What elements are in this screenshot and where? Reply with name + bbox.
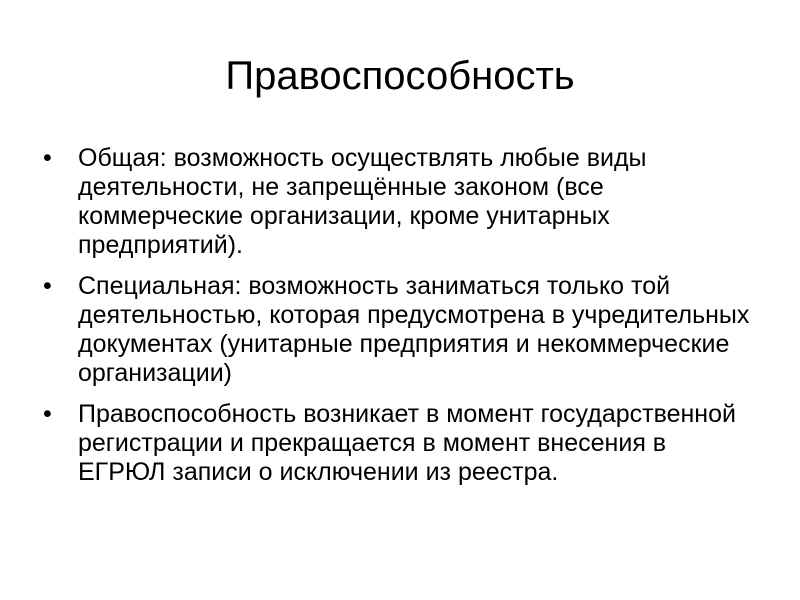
bullet-item-general <box>40 144 760 260</box>
slide-title: Правоспособность <box>225 54 575 98</box>
bullet-list <box>40 144 760 499</box>
bullet-text: Общая: возможность осуществлять любые виды деятельности, не запрещённые законом (все коммерческие организации, кроме унитарных предприятий). <box>78 144 647 259</box>
bullet-text: Правоспособность возникает в момент государственной регистрации и прекращается в момент внесения в ЕГРЮЛ записи о исключении из реестра. <box>78 400 736 486</box>
bullet-text: Специальная: возможность заниматься только той деятельностью, которая предусмотрена в учредительных документах (унитарные предприятия и некоммерческие организации) <box>78 272 750 387</box>
bullet-dot-icon: • <box>43 144 52 172</box>
bullet-dot-icon: • <box>43 400 52 428</box>
bullet-item-special <box>40 272 760 388</box>
bullet-item-emergence <box>40 400 760 487</box>
bullet-dot-icon: • <box>43 272 52 300</box>
